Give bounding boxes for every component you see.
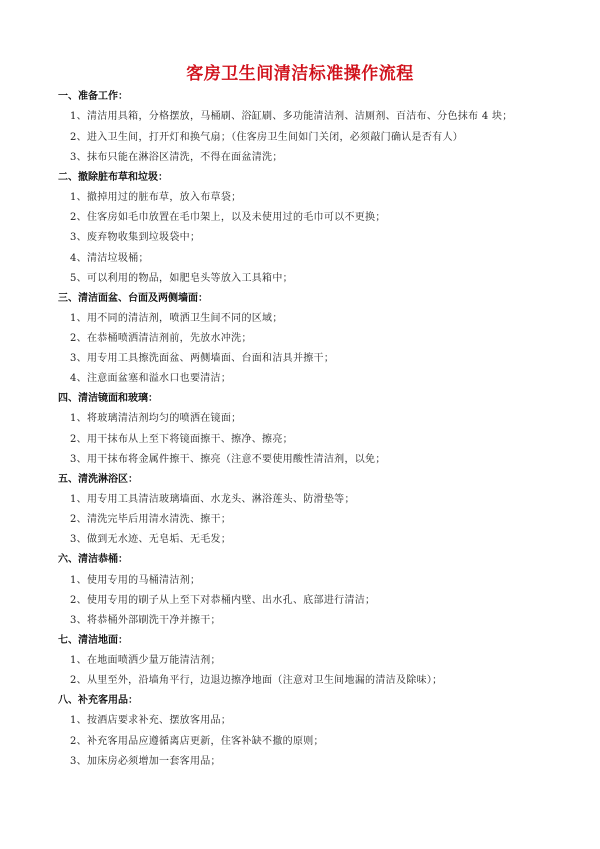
list-item: 3、抹布只能在淋浴区清洗，不得在面盆清洗； <box>70 152 283 163</box>
section-heading: 二、撤除脏布草和垃圾： <box>58 172 168 183</box>
section-heading: 五、清洗淋浴区： <box>58 474 138 485</box>
list-item: 5、可以利用的物品，如肥皂头等放入工具箱中； <box>70 273 293 284</box>
list-item: 2、住客房如毛巾放置在毛巾架上，以及未使用过的毛巾可以不更换； <box>70 212 386 223</box>
list-item: 1、撤掉用过的脏布草，放入布草袋； <box>70 192 242 203</box>
list-item: 3、加床房必须增加一套客用品； <box>70 756 221 767</box>
list-item: 2、进入卫生间，打开灯和换气扇；（住客房卫生间如门关闭，必须敲门确认是否有人） <box>70 132 464 143</box>
list-item: 3、将恭桶外部刷洗干净并擦干； <box>70 615 221 626</box>
list-item: 2、用干抹布从上至下将镜面擦干、擦净、擦亮； <box>70 434 293 445</box>
section-heading: 三、清洁面盆、台面及两侧墙面： <box>58 293 208 304</box>
list-item: 4、清洁垃圾桶； <box>70 253 149 264</box>
list-item: 1、清洁用具箱，分格摆放，马桶刷、浴缸刷、多功能清洁剂、洁厕剂、百洁布、分色抹布 4 块； <box>70 111 513 122</box>
page-title: 客房卫生间清洁标准操作流程 <box>186 64 414 84</box>
list-item: 1、在地面喷洒少量万能清洁剂； <box>70 655 221 666</box>
section-heading: 四、清洁镜面和玻璃： <box>58 393 158 404</box>
list-item: 3、用专用工具擦洗面盆、两侧墙面、台面和洁具并擦干； <box>70 353 335 364</box>
list-item: 1、按酒店要求补充、摆放客用品； <box>70 715 232 726</box>
list-item: 3、做到无水迹、无皂垢、无毛发； <box>70 534 232 545</box>
list-item: 1、使用专用的马桶清洁剂； <box>70 575 201 586</box>
list-item: 1、用专用工具清洁玻璃墙面、水龙头、淋浴莲头、防滑垫等； <box>70 494 355 505</box>
list-item: 2、使用专用的刷子从上至下对恭桶内壁、出水孔、底部进行清洁； <box>70 595 376 606</box>
list-item: 4、注意面盆塞和溢水口也要清洁； <box>70 373 232 384</box>
list-item: 2、从里至外，沿墙角平行，边退边擦净地面（注意对卫生间地漏的清洁及除味）； <box>70 675 443 686</box>
list-item: 1、用不同的清洁剂，喷洒卫生间不同的区域； <box>70 313 283 324</box>
section-heading: 七、清洁地面： <box>58 635 128 646</box>
list-item: 2、在恭桶喷洒清洁剂前，先放水冲洗； <box>70 333 252 344</box>
list-item: 1、将玻璃清洁剂均匀的喷洒在镜面； <box>70 413 242 424</box>
list-item: 2、补充客用品应遵循离店更新，住客补缺不撤的原则； <box>70 736 324 747</box>
section-heading: 六、清洁恭桶： <box>58 554 128 565</box>
list-item: 3、废弃物收集到垃圾袋中； <box>70 232 201 243</box>
section-heading: 一、准备工作： <box>58 91 128 102</box>
list-item: 3、用干抹布将金属件擦干、擦亮（注意不要使用酸性清洁剂，以免； <box>70 454 386 465</box>
list-item: 2、清洗完毕后用清水清洗、擦干； <box>70 514 232 525</box>
section-heading: 八、补充客用品： <box>58 695 138 706</box>
